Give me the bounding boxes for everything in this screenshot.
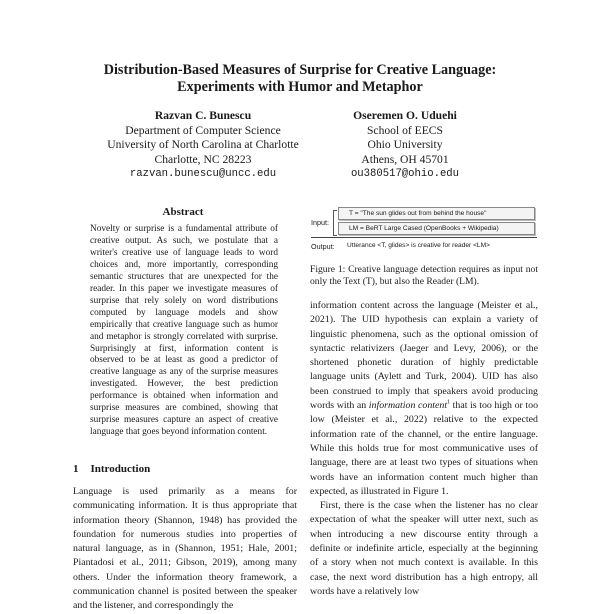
body-paragraph (310, 299, 538, 499)
figure-divider (311, 237, 537, 238)
section-number: 1 (73, 463, 79, 475)
introduction-text (73, 485, 297, 614)
figure-model-box: LM = BeRT Large Cased (OpenBooks + Wikipedia) (338, 222, 535, 235)
author-dept: School of EECS (366, 123, 443, 137)
section-title: Introduction (90, 463, 151, 475)
author-email: razvan.bunescu@uncc.edu (129, 168, 277, 180)
intro-paragraph: Language is used primarily as a means for communicating information. It is thus appropriate that information theory (Shannon, 1948) has provided the foundation for numerous studies into properties of natural language, as in (Shannon, 1951; Hale, 2001; Piantadosi et al., 2011; Gibson, 2019), among many others. Under the information theory framework, a communication channel is posited between the speaker and the listener, and correspondingly the (73, 486, 297, 612)
author-affiliation: Ohio University (367, 138, 443, 151)
paper-title (40, 62, 560, 96)
abstract-heading: Abstract (162, 206, 204, 218)
author-location: Athens, OH 45701 (361, 152, 449, 166)
author-block-1 (98, 109, 308, 182)
right-column-text (310, 299, 538, 599)
title-line-2: Experiments with Humor and Metaphor (177, 79, 423, 95)
author-name: Razvan C. Bunescu (154, 109, 252, 122)
author-location: Charlotte, NC 28223 (154, 152, 252, 166)
body-paragraph: First, there is the case when the listener has no clear expectation of what the speaker will utter next, such as when introducing a new discourse entity through a definite or indefinite article, especially at the beginning of a story when not much context is available. In this case, the next word distribution has a high entropy, all words have a relatively low (310, 500, 538, 597)
emphasis-information-content: information content (368, 400, 448, 412)
input-bracket (333, 210, 337, 236)
author-name: Oseremen O. Uduehi (353, 109, 457, 122)
figure-output-text: Utterance <T, glides> is creative for reader <LM> (347, 242, 490, 249)
paragraph-text-a: information content across the language (Meister et al., 2021). The UID hypothesis can explain a variety of linguistic phenomena, such as the optional omission of syntactic relativizers (Jaeger and Levy, 2006), or the shortened phonetic duration of highly predictable language units (Aylett and Turk, 2004). UID has also been construed to imply that speakers avoid producing words with an (310, 300, 538, 412)
figure-caption: Figure 1: Creative language detection requires as input not only the Text (T), but also the Reader (LM). (310, 264, 538, 287)
section-heading-introduction (73, 463, 150, 475)
figure-1 (311, 203, 537, 255)
author-dept: Department of Computer Science (125, 123, 281, 137)
author-block-2 (315, 109, 495, 182)
footnote-marker[interactable]: 1 (447, 399, 451, 406)
author-email: ou380517@ohio.edu (350, 168, 460, 180)
paragraph-text-b: that is too high or too low (Meister et al., 2022) relative to the expected information rate of the channel, or the entire language. While this holds true for most communicative uses of language, there are at least two types of situations when words have an information content much higher than expected, as illustrated in Figure 1. (310, 400, 539, 497)
author-affiliation: University of North Carolina at Charlotte (107, 138, 299, 151)
figure-text-box: T = "The sun glides out from behind the house" (338, 207, 535, 220)
figure-input-label: Input: (311, 218, 329, 227)
abstract-text: Novelty or surprise is a fundamental attribute of creative output. As such, we postulate that a writer's creative use of language leads to word choices and, more importantly, corresponding semantic structures that are unexpected for the reader. In this paper we investigate measures of surprise that rely solely on word distributions computed by language models and show empirically that creative language such as humor and metaphor is strongly correlated with surprise. Surprisingly at first, information content is observed to be at least as good a predictor of creative language as any of the surprise measures investigated. However, the best prediction performance is obtained when information and surprise measures are combined, showing that surprise measures capture an aspect of creative language that goes beyond information content. (90, 224, 278, 438)
title-line-1: Distribution-Based Measures of Surprise for Creative Language: (103, 62, 497, 78)
figure-output-label: Output: (311, 242, 335, 251)
